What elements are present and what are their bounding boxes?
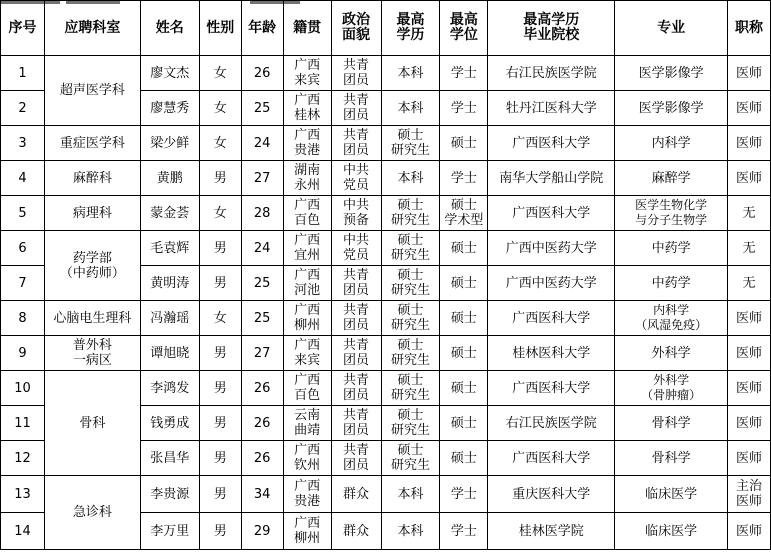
table-row — [1, 231, 771, 266]
cell-name: 黄鹏 — [140, 161, 199, 196]
cell-edu: 本科 — [381, 476, 440, 513]
cell-school: 广西医科大学 — [488, 126, 615, 161]
cell-origin: 广西 柳州 — [283, 513, 331, 550]
table-body — [1, 56, 771, 550]
cell-age: 29 — [241, 513, 283, 550]
cell-major: 医学影像学 — [615, 56, 728, 91]
cell-degree: 学士 — [440, 161, 488, 196]
cell-title: 无 — [728, 231, 771, 266]
cell-origin: 广西 来宾 — [283, 336, 331, 371]
cell-politics: 群众 — [331, 513, 381, 550]
cell-school: 右江民族医学院 — [488, 406, 615, 441]
cell-no: 14 — [1, 513, 45, 550]
cell-age: 25 — [241, 301, 283, 336]
cell-degree: 学士 — [440, 91, 488, 126]
cell-origin: 湖南 永州 — [283, 161, 331, 196]
cell-edu: 硕士 研究生 — [381, 231, 440, 266]
header-origin: 籍贯 — [283, 1, 331, 56]
cell-no: 1 — [1, 56, 45, 91]
cell-name: 李鸿发 — [140, 371, 199, 406]
cell-edu: 硕士 研究生 — [381, 126, 440, 161]
cell-name: 廖文杰 — [140, 56, 199, 91]
cell-degree: 硕士 — [440, 126, 488, 161]
cell-edu: 本科 — [381, 513, 440, 550]
cell-origin: 广西 百色 — [283, 196, 331, 231]
cell-politics: 共青 团员 — [331, 336, 381, 371]
cell-age: 34 — [241, 476, 283, 513]
cell-dept: 病理科 — [44, 196, 140, 231]
cell-dept: 麻醉科 — [44, 161, 140, 196]
cell-origin: 广西 百色 — [283, 371, 331, 406]
cell-no: 8 — [1, 301, 45, 336]
cell-gender: 男 — [199, 406, 241, 441]
cell-age: 26 — [241, 371, 283, 406]
cell-gender: 女 — [199, 91, 241, 126]
cell-politics: 共青 团员 — [331, 371, 381, 406]
cell-major: 骨科学 — [615, 406, 728, 441]
cell-dept: 急诊科 — [44, 476, 140, 550]
cell-school: 广西医科大学 — [488, 371, 615, 406]
cell-major: 临床医学 — [615, 476, 728, 513]
cell-edu: 硕士 研究生 — [381, 266, 440, 301]
cell-degree: 硕士 学术型 — [440, 196, 488, 231]
cell-major: 外科学 — [615, 336, 728, 371]
cell-title: 医师 — [728, 371, 771, 406]
cell-no: 9 — [1, 336, 45, 371]
cell-no: 2 — [1, 91, 45, 126]
cell-gender: 男 — [199, 513, 241, 550]
cell-origin: 广西 贵港 — [283, 126, 331, 161]
cell-school: 牡丹江医科大学 — [488, 91, 615, 126]
cell-politics: 共青 团员 — [331, 91, 381, 126]
cell-name: 毛袁辉 — [140, 231, 199, 266]
cell-edu: 本科 — [381, 56, 440, 91]
cell-title: 无 — [728, 266, 771, 301]
cell-politics: 共青 团员 — [331, 126, 381, 161]
cell-politics: 中共 预备 — [331, 196, 381, 231]
cell-edu: 硕士 研究生 — [381, 371, 440, 406]
cell-school: 广西中医药大学 — [488, 266, 615, 301]
cell-no: 11 — [1, 406, 45, 441]
header-gender: 性别 — [199, 1, 241, 56]
cell-dept: 重症医学科 — [44, 126, 140, 161]
cell-politics: 共青 团员 — [331, 406, 381, 441]
cell-gender: 女 — [199, 196, 241, 231]
cell-politics: 共青 团员 — [331, 266, 381, 301]
cell-gender: 男 — [199, 231, 241, 266]
cell-school: 桂林医科大学 — [488, 336, 615, 371]
cell-major: 医学影像学 — [615, 91, 728, 126]
cell-age: 28 — [241, 196, 283, 231]
cell-origin: 广西 柳州 — [283, 301, 331, 336]
cell-title: 医师 — [728, 91, 771, 126]
cell-title: 医师 — [728, 301, 771, 336]
cell-name: 梁少鲜 — [140, 126, 199, 161]
cell-title: 医师 — [728, 161, 771, 196]
cell-age: 26 — [241, 56, 283, 91]
cell-degree: 硕士 — [440, 371, 488, 406]
cell-major: 内科学 （风湿免疫） — [615, 301, 728, 336]
cell-gender: 男 — [199, 476, 241, 513]
cell-dept: 骨科 — [44, 371, 140, 476]
cell-dept: 超声医学科 — [44, 56, 140, 126]
cell-politics: 共青 团员 — [331, 301, 381, 336]
cell-gender: 女 — [199, 301, 241, 336]
cell-school: 广西中医药大学 — [488, 231, 615, 266]
cell-age: 26 — [241, 406, 283, 441]
cell-origin: 云南 曲靖 — [283, 406, 331, 441]
cell-no: 13 — [1, 476, 45, 513]
header-education: 最高 学历 — [381, 1, 440, 56]
cell-edu: 硕士 研究生 — [381, 196, 440, 231]
cell-dept: 普外科 一病区 — [44, 336, 140, 371]
cell-degree: 硕士 — [440, 231, 488, 266]
cell-edu: 硕士 研究生 — [381, 406, 440, 441]
table-row — [1, 371, 771, 406]
cell-gender: 男 — [199, 336, 241, 371]
cell-school: 广西医科大学 — [488, 441, 615, 476]
cell-title: 医师 — [728, 406, 771, 441]
cell-name: 钱勇成 — [140, 406, 199, 441]
header-politics: 政治 面貌 — [331, 1, 381, 56]
cell-school: 右江民族医学院 — [488, 56, 615, 91]
cell-age: 26 — [241, 441, 283, 476]
cell-edu: 硕士 研究生 — [381, 301, 440, 336]
header-row — [1, 1, 771, 56]
cell-age: 24 — [241, 231, 283, 266]
cell-gender: 男 — [199, 441, 241, 476]
cell-edu: 本科 — [381, 91, 440, 126]
cell-politics: 群众 — [331, 476, 381, 513]
cell-name: 谭旭晓 — [140, 336, 199, 371]
cell-name: 黄明涛 — [140, 266, 199, 301]
cell-name: 蒙金荟 — [140, 196, 199, 231]
cell-school: 重庆医科大学 — [488, 476, 615, 513]
header-name: 姓名 — [140, 1, 199, 56]
cell-name: 冯瀚瑶 — [140, 301, 199, 336]
cell-gender: 男 — [199, 161, 241, 196]
cell-title: 医师 — [728, 126, 771, 161]
table-row — [1, 336, 771, 371]
table-row — [1, 196, 771, 231]
cell-title: 医师 — [728, 56, 771, 91]
cell-degree: 硕士 — [440, 266, 488, 301]
cell-name: 廖慧秀 — [140, 91, 199, 126]
cell-politics: 中共 党员 — [331, 231, 381, 266]
cell-dept: 药学部 （中药师） — [44, 231, 140, 301]
cell-title: 无 — [728, 196, 771, 231]
cell-no: 3 — [1, 126, 45, 161]
cell-no: 5 — [1, 196, 45, 231]
cell-edu: 硕士 研究生 — [381, 336, 440, 371]
cell-degree: 硕士 — [440, 336, 488, 371]
cell-politics: 共青 团员 — [331, 441, 381, 476]
cell-major: 中药学 — [615, 266, 728, 301]
cell-origin: 广西 桂林 — [283, 91, 331, 126]
cell-major: 医学生物化学 与分子生物学 — [615, 196, 728, 231]
cell-gender: 男 — [199, 371, 241, 406]
cell-politics: 中共 党员 — [331, 161, 381, 196]
header-title: 职称 — [728, 1, 771, 56]
cell-degree: 学士 — [440, 513, 488, 550]
cell-origin: 广西 钦州 — [283, 441, 331, 476]
table-row — [1, 56, 771, 91]
cell-origin: 广西 宜州 — [283, 231, 331, 266]
header-age: 年龄 — [241, 1, 283, 56]
header-major: 专业 — [615, 1, 728, 56]
cell-age: 27 — [241, 161, 283, 196]
cell-school: 南华大学船山学院 — [488, 161, 615, 196]
cell-degree: 硕士 — [440, 301, 488, 336]
table-row — [1, 301, 771, 336]
cell-edu: 本科 — [381, 161, 440, 196]
cell-no: 4 — [1, 161, 45, 196]
header-school: 最高学历 毕业院校 — [488, 1, 615, 56]
cell-name: 李贵源 — [140, 476, 199, 513]
header-dept: 应聘科室 — [44, 1, 140, 56]
cell-title: 医师 — [728, 441, 771, 476]
cell-major: 麻醉学 — [615, 161, 728, 196]
cell-degree: 学士 — [440, 476, 488, 513]
cell-degree: 学士 — [440, 56, 488, 91]
header-degree: 最高 学位 — [440, 1, 488, 56]
cell-age: 25 — [241, 91, 283, 126]
cell-no: 7 — [1, 266, 45, 301]
table-row — [1, 126, 771, 161]
cell-title: 医师 — [728, 513, 771, 550]
cell-dept: 心脑电生理科 — [44, 301, 140, 336]
cell-origin: 广西 贵港 — [283, 476, 331, 513]
cell-degree: 硕士 — [440, 406, 488, 441]
cell-major: 内科学 — [615, 126, 728, 161]
cell-edu: 硕士 研究生 — [381, 441, 440, 476]
cell-no: 12 — [1, 441, 45, 476]
cell-name: 张昌华 — [140, 441, 199, 476]
cell-gender: 女 — [199, 126, 241, 161]
cell-title: 医师 — [728, 336, 771, 371]
cell-no: 6 — [1, 231, 45, 266]
cell-degree: 硕士 — [440, 441, 488, 476]
cell-major: 中药学 — [615, 231, 728, 266]
table-row — [1, 161, 771, 196]
cell-major: 外科学 （骨肿瘤） — [615, 371, 728, 406]
cell-age: 25 — [241, 266, 283, 301]
cell-school: 广西医科大学 — [488, 301, 615, 336]
cell-gender: 女 — [199, 56, 241, 91]
cell-age: 27 — [241, 336, 283, 371]
cell-school: 桂林医学院 — [488, 513, 615, 550]
table-row — [1, 476, 771, 513]
cell-no: 10 — [1, 371, 45, 406]
cell-school: 广西医科大学 — [488, 196, 615, 231]
cell-name: 李万里 — [140, 513, 199, 550]
cell-origin: 广西 河池 — [283, 266, 331, 301]
header-no: 序号 — [1, 1, 45, 56]
cell-major: 临床医学 — [615, 513, 728, 550]
cell-origin: 广西 来宾 — [283, 56, 331, 91]
cell-politics: 共青 团员 — [331, 56, 381, 91]
cell-age: 24 — [241, 126, 283, 161]
cell-major: 骨科学 — [615, 441, 728, 476]
cell-gender: 男 — [199, 266, 241, 301]
cell-title: 主治 医师 — [728, 476, 771, 513]
